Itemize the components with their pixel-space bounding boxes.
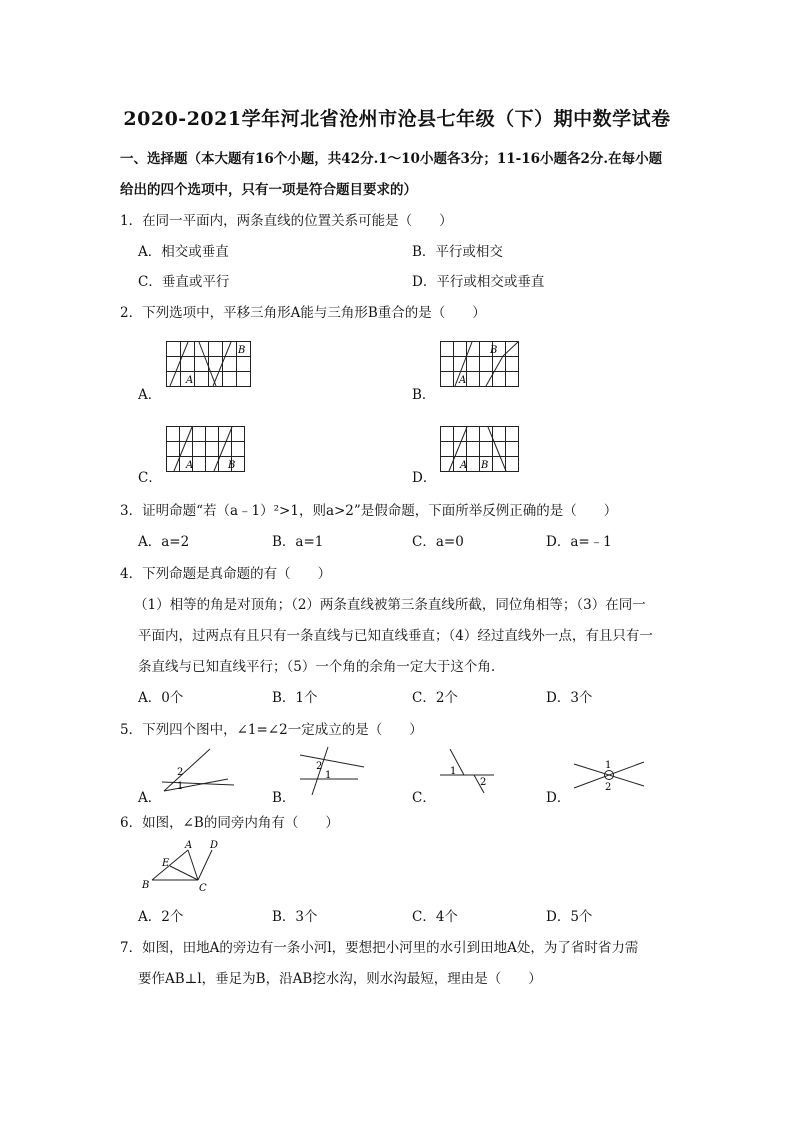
q6-option-d: D．5个 (546, 909, 593, 925)
section-heading-line1: 一、选择题（本大题有16个小题，共42分.1～10小题各3分；11-16小题各2分.在每小题 (120, 151, 663, 167)
q2-option-b: B． (412, 387, 436, 403)
q5-option-c: C． (412, 790, 436, 806)
q6-point-e: E (162, 858, 170, 869)
q2a-label-a: A (186, 375, 194, 386)
q5-option-d: D． (546, 790, 571, 806)
q2-grid-figure-a (166, 341, 252, 388)
q5-angle-figure-d (572, 750, 652, 800)
q6-point-b: B (142, 880, 150, 891)
q5-angle-figure-a (158, 745, 238, 800)
q4-option-a: A．0个 (138, 690, 184, 706)
q6-option-a: A．2个 (138, 909, 184, 925)
q3-option-c: C．a=0 (412, 534, 464, 550)
q1-option-c: C．垂直或平行 (138, 274, 230, 290)
q2-grid-figure-d (440, 426, 520, 473)
q2-grid-figure-c (166, 426, 246, 473)
q5b-num-2: 2 (316, 761, 323, 772)
q5a-num-1: 1 (177, 781, 184, 792)
q2a-label-b: B (238, 345, 246, 356)
q5-option-b: B． (272, 790, 296, 806)
q6-point-a: A (185, 840, 193, 851)
q3-option-d: D．a=﹣1 (546, 534, 612, 550)
q6-option-c: C．4个 (412, 909, 458, 925)
q5d-num-2: 2 (605, 782, 612, 793)
q2c-label-b: B (228, 460, 236, 471)
q4-body-line3: 条直线与已知直线平行；（5）一个角的余角一定大于这个角. (138, 659, 496, 675)
q6-stem: 6．如图，∠B的同旁内角有（ ） (120, 815, 339, 831)
q4-option-c: C．2个 (412, 690, 458, 706)
q2-option-c: C． (138, 470, 162, 486)
q6-point-d: D (210, 840, 219, 851)
q4-body-line2: 平面内，过两点有且只有一条直线与已知直线垂直；（4）经过直线外一点，有且只有一 (138, 628, 653, 644)
q2-option-a: A． (138, 387, 162, 403)
q4-body-line1: （1）相等的角是对顶角；（2）两条直线被第三条直线所截，同位角相等；（3）在同一 (134, 597, 646, 613)
q5d-num-1: 1 (605, 760, 612, 771)
q7-line2: 要作AB⊥l，垂足为B，沿AB挖水沟，则水沟最短，理由是（ ） (138, 971, 542, 987)
q2d-label-a: A (460, 460, 468, 471)
q5b-num-1: 1 (325, 770, 332, 781)
section-heading-line2: 给出的四个选项中，只有一项是符合题目要求的） (120, 182, 417, 198)
q5c-num-1: 1 (450, 766, 457, 777)
q5-angle-figure-b (298, 745, 368, 800)
q4-option-d: D．3个 (546, 690, 593, 706)
q4-stem: 4．下列命题是真命题的有（ ） (120, 566, 332, 582)
q7-line1: 7．如图，田地A的旁边有一条小河l，要想把小河里的水引到田地A处，为了省时省力需 (120, 940, 639, 956)
q2b-label-a: A (459, 375, 467, 386)
q3-stem: 3．证明命题“若（a﹣1）²>1，则a>2”是假命题，下面所举反例正确的是（ ） (120, 503, 618, 519)
q5a-num-2: 2 (177, 767, 184, 778)
q1-option-a: A．相交或垂直 (138, 244, 229, 260)
q3-option-b: B．a=1 (272, 534, 324, 550)
q1-option-b: B．平行或相交 (412, 244, 503, 260)
q2d-label-b: B (481, 460, 489, 471)
q5-stem: 5．下列四个图中，∠1=∠2一定成立的是（ ） (120, 722, 423, 738)
q2b-label-b: B (490, 345, 498, 356)
q1-stem: 1．在同一平面内，两条直线的位置关系可能是（ ） (120, 213, 453, 229)
q2-stem: 2．下列选项中，平移三角形A能与三角形B重合的是（ ） (120, 305, 486, 321)
q5-angle-figure-c (436, 745, 506, 800)
q2-grid-figure-b (440, 341, 520, 388)
q4-option-b: B．1个 (272, 690, 318, 706)
q2-option-d: D． (412, 470, 437, 486)
q6-point-c: C (199, 883, 207, 894)
q5c-num-2: 2 (480, 777, 487, 788)
q6-option-b: B．3个 (272, 909, 318, 925)
q5-option-a: A． (138, 790, 162, 806)
q6-triangle-figure (140, 838, 230, 894)
exam-title: 2020-2021学年河北省沧州市沧县七年级（下）期中数学试卷 (123, 108, 671, 130)
q3-option-a: A．a=2 (138, 534, 190, 550)
q1-option-d: D．平行或相交或垂直 (412, 274, 545, 290)
q2c-label-a: A (186, 460, 194, 471)
